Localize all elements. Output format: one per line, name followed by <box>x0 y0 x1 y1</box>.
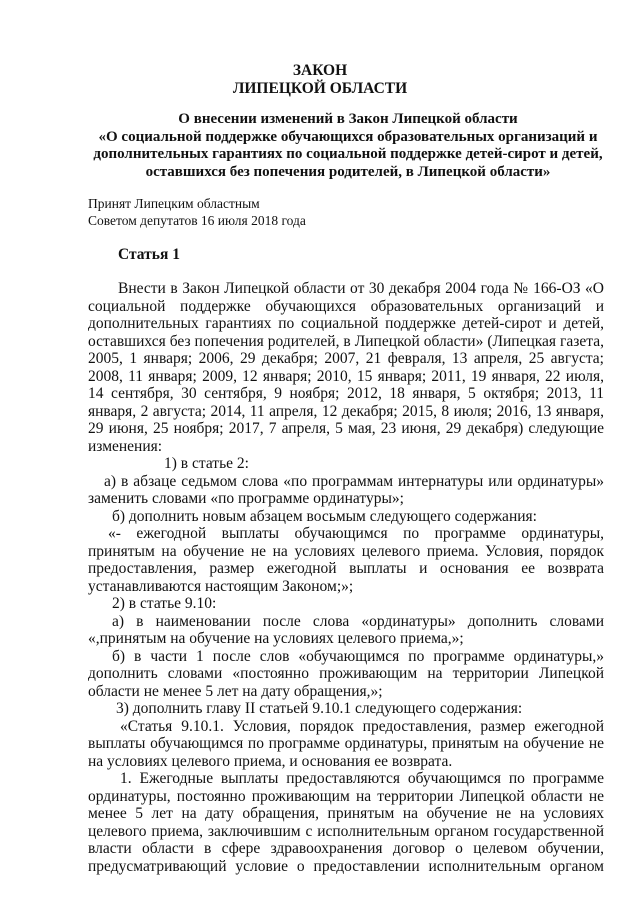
adoption-line: Принят Липецким областным <box>88 196 260 211</box>
subtitle-line: О внесении изменений в Закон Липецкой области <box>178 111 518 127</box>
paragraph: 3) дополнить главу II статьей 9.10.1 следующего содержания: <box>116 700 523 717</box>
paragraph: б) в части 1 после слов «обучающимся по программе ординатуры,» дополнить словами «постоянно проживающим на территории Липецкой области не менее 5 лет на дату обращения,»; <box>88 647 604 700</box>
paragraph: а) в абзаце седьмом слова «по программам интернатуры или ординатуры» заменить словами «по программе ординатуры»; <box>88 472 604 507</box>
paragraph: а) в наименовании после слова «ординатуры» дополнить словами «,принятым на обучение на условиях целевого приема,»; <box>88 612 604 647</box>
paragraph: 1) в статье 2: <box>164 455 249 472</box>
paragraph: б) дополнить новым абзацем восьмым следующего содержания: <box>112 507 537 525</box>
paragraph: «Статья 9.10.1. Условия, порядок предоставления, размер ежегодной выплаты обучающимся по программе ординатуры, принятым на обучение не на условиях целевого приема, и основания ее возврата. <box>88 717 604 770</box>
paragraph: 1. Ежегодные выплаты предоставляются обучающимся по программе ординатуры, постоянно проживающим на территории Липецкой области не менее 5 лет на дату обращения, принятым на обучение не на условиях целевого приема, заключившим с исполнительным органом государственной власти области в сфере здравоохранения договор о целевом обучении, предусматривающий условие о предоставлении исполнительным органом <box>88 770 604 875</box>
law-subtitle <box>88 111 608 181</box>
subtitle-line: оставшихся без попечения родителей, в Липецкой области» <box>145 163 551 180</box>
law-region-title: ЛИПЕЦКОЙ ОБЛАСТИ <box>232 80 408 97</box>
paragraph: 2) в статье 9.10: <box>112 595 217 612</box>
adoption-note <box>88 195 306 229</box>
law-title: ЗАКОН <box>292 62 348 79</box>
subtitle-line: «О социальной поддержке обучающихся образовательных организаций и <box>98 128 598 145</box>
paragraph: «- ежегодной выплаты обучающимся по программе ординатуры, принятым на обучение не на условиях целевого приема. Условия, порядок предоставления, размер ежегодной выплаты и основания ее возврата устанавливаются настоящим Законом;»; <box>88 525 604 595</box>
article-heading: Статья 1 <box>118 246 180 263</box>
adoption-line: Советом депутатов 16 июля 2018 года <box>88 213 306 228</box>
paragraph: Внести в Закон Липецкой области от 30 декабря 2004 года № 166-ОЗ «О социальной поддержке обучающихся образовательных организаций и дополнительных гарантиях по социальной поддержке детей-сирот и детей, оставшихся без попечения родителей, в Липецкой области» (Липецкая газета, 2005, 1 января; 2006, 29 декабря; 2007, 21 февраля, 13 апреля, 25 августа; 2008, 11 января; 2009, 12 января; 2010, 15 января; 2011, 19 января, 22 июля, 14 сентября, 30 сентября, 9 ноября; 2012, 18 января, 5 октября; 2013, 11 января, 2 августа; 2014, 11 апреля, 12 декабря; 2015, 8 июля; 2016, 13 января, 29 июня, 25 ноября; 2017, 7 апреля, 5 мая, 23 июня, 29 декабря) следующие изменения: <box>88 280 604 455</box>
subtitle-line: дополнительных гарантиях по социальной поддержке детей-сирот и детей, <box>93 146 603 162</box>
article-body <box>88 280 604 875</box>
